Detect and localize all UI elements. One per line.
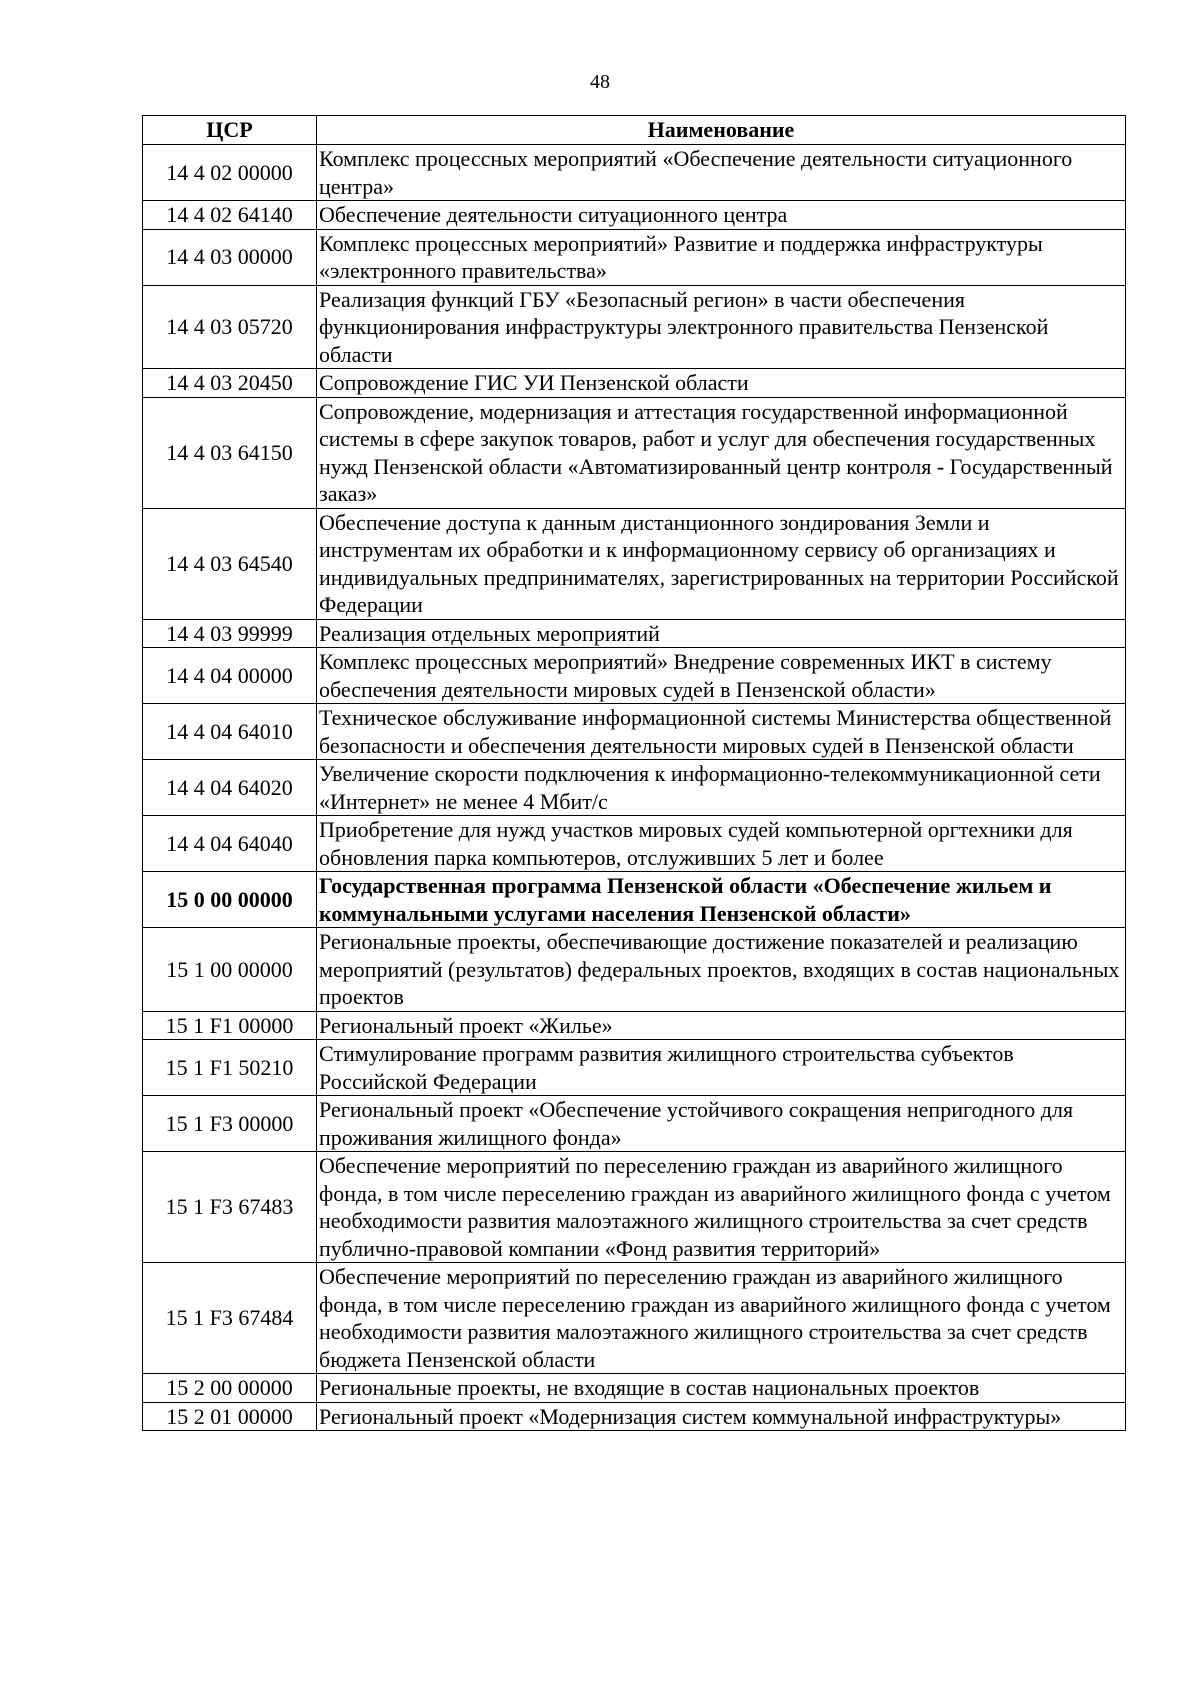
row-code: 14 4 04 00000 [143, 648, 317, 704]
table-row [143, 508, 1126, 619]
row-name: Увеличение скорости подключения к информационно-телекоммуникационной сети «Интернет» не менее 4 Мбит/с [317, 760, 1126, 816]
row-code: 14 4 03 64150 [143, 397, 317, 508]
page-number: 48 [590, 71, 610, 93]
table-row [143, 1152, 1126, 1263]
row-code: 14 4 04 64040 [143, 816, 317, 872]
row-code: 14 4 03 99999 [143, 619, 317, 648]
row-name: Обеспечение деятельности ситуационного центра [317, 201, 1126, 230]
row-code: 15 1 F3 67484 [143, 1263, 317, 1374]
row-code: 15 1 F3 67483 [143, 1152, 317, 1263]
table-body [143, 145, 1126, 1431]
table-row [143, 760, 1126, 816]
row-name: Приобретение для нужд участков мировых судей компьютерной оргтехники для обновления парка компьютеров, отслуживших 5 лет и более [317, 816, 1126, 872]
row-code: 15 1 F1 00000 [143, 1011, 317, 1040]
row-name: Государственная программа Пензенской области «Обеспечение жильем и коммунальными услугами населения Пензенской области» [317, 872, 1126, 928]
csr-table [142, 115, 1126, 1431]
row-code: 15 1 00 00000 [143, 928, 317, 1012]
table-row [143, 1040, 1126, 1096]
row-code: 14 4 04 64020 [143, 760, 317, 816]
table-row [143, 201, 1126, 230]
row-name: Комплекс процессных мероприятий «Обеспечение деятельности ситуационного центра» [317, 145, 1126, 201]
table-row [143, 1374, 1126, 1403]
row-name: Обеспечение мероприятий по переселению граждан из аварийного жилищного фонда, в том числе переселению граждан из аварийного жилищного фонда с учетом необходимости развития малоэтажного жилищного строительства за счет средств публично-правовой компании «Фонд развития территорий» [317, 1152, 1126, 1263]
table-row [143, 872, 1126, 928]
row-code: 14 4 02 00000 [143, 145, 317, 201]
row-name: Региональные проекты, не входящие в состав национальных проектов [317, 1374, 1126, 1403]
row-code: 14 4 03 05720 [143, 285, 317, 369]
table-row [143, 1096, 1126, 1152]
table-row [143, 229, 1126, 285]
row-name: Сопровождение, модернизация и аттестация государственной информационной системы в сфере закупок товаров, работ и услуг для обеспечения государственных нужд Пензенской области «Автоматизированный центр контроля - Государственный заказ» [317, 397, 1126, 508]
table-header-row [143, 116, 1126, 145]
row-name: Региональный проект «Жилье» [317, 1011, 1126, 1040]
table-row [143, 619, 1126, 648]
table-row [143, 1263, 1126, 1374]
row-name: Комплекс процессных мероприятий» Развитие и поддержка инфраструктуры «электронного правительства» [317, 229, 1126, 285]
table-row [143, 397, 1126, 508]
row-name: Региональные проекты, обеспечивающие достижение показателей и реализацию мероприятий (результатов) федеральных проектов, входящих в состав национальных проектов [317, 928, 1126, 1012]
row-name: Региональный проект «Модернизация систем коммунальной инфраструктуры» [317, 1402, 1126, 1431]
row-name: Реализация функций ГБУ «Безопасный регион» в части обеспечения функционирования инфраструктуры электронного правительства Пензенской области [317, 285, 1126, 369]
row-name: Комплекс процессных мероприятий» Внедрение современных ИКТ в систему обеспечения деятельности мировых судей в Пензенской области» [317, 648, 1126, 704]
row-name: Сопровождение ГИС УИ Пензенской области [317, 369, 1126, 398]
row-code: 15 2 00 00000 [143, 1374, 317, 1403]
table-row [143, 1402, 1126, 1431]
row-code: 14 4 02 64140 [143, 201, 317, 230]
table-row [143, 285, 1126, 369]
row-code: 15 1 F1 50210 [143, 1040, 317, 1096]
row-code: 15 0 00 00000 [143, 872, 317, 928]
table-row [143, 145, 1126, 201]
row-code: 14 4 03 20450 [143, 369, 317, 398]
row-code: 15 1 F3 00000 [143, 1096, 317, 1152]
row-name: Реализация отдельных мероприятий [317, 619, 1126, 648]
row-name: Стимулирование программ развития жилищного строительства субъектов Российской Федерации [317, 1040, 1126, 1096]
header-code: ЦСР [143, 116, 317, 145]
row-code: 14 4 04 64010 [143, 704, 317, 760]
row-name: Обеспечение доступа к данным дистанционного зондирования Земли и инструментам их обработки и к информационному сервису об организациях и индивидуальных предпринимателях, зарегистрированных на территории Российской Федерации [317, 508, 1126, 619]
row-code: 14 4 03 64540 [143, 508, 317, 619]
table-row [143, 369, 1126, 398]
row-code: 15 2 01 00000 [143, 1402, 317, 1431]
table-row [143, 704, 1126, 760]
header-name: Наименование [317, 116, 1126, 145]
row-name: Обеспечение мероприятий по переселению граждан из аварийного жилищного фонда, в том числе переселению граждан из аварийного жилищного фонда с учетом необходимости развития малоэтажного жилищного строительства за счет средств бюджета Пензенской области [317, 1263, 1126, 1374]
row-name: Техническое обслуживание информационной системы Министерства общественной безопасности и обеспечения деятельности мировых судей в Пензенской области [317, 704, 1126, 760]
table-row [143, 1011, 1126, 1040]
table-row [143, 816, 1126, 872]
table-row [143, 928, 1126, 1012]
row-name: Региональный проект «Обеспечение устойчивого сокращения непригодного для проживания жилищного фонда» [317, 1096, 1126, 1152]
table-row [143, 648, 1126, 704]
row-code: 14 4 03 00000 [143, 229, 317, 285]
